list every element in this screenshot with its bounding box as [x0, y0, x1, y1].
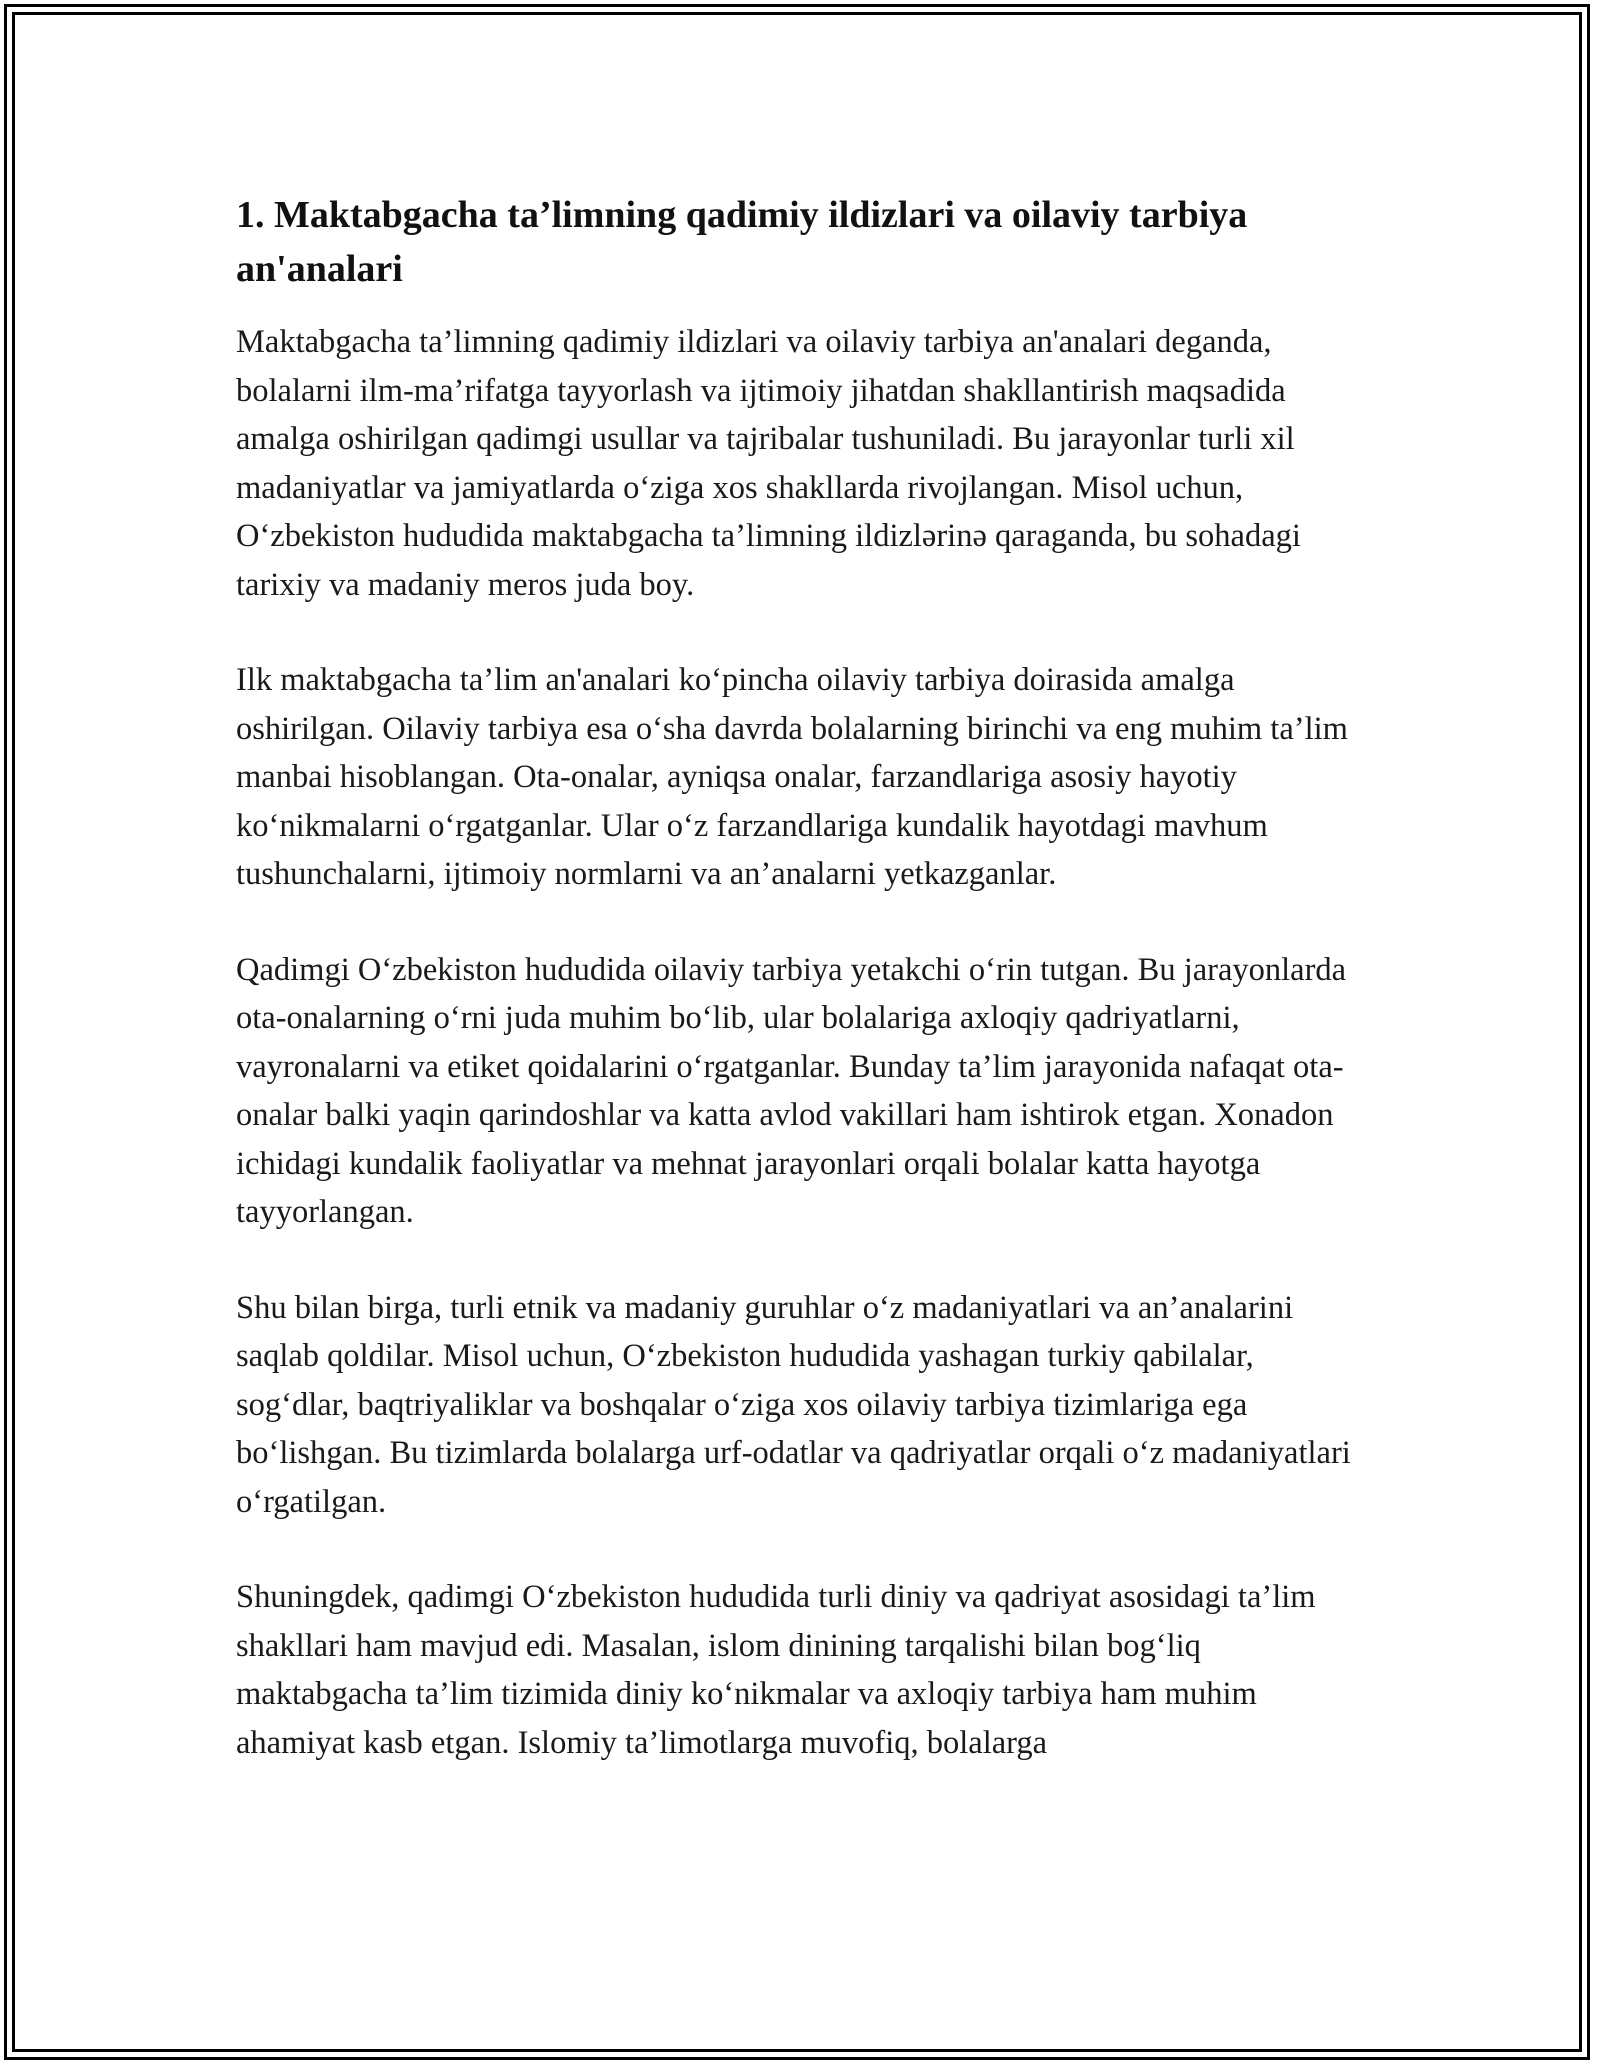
paragraph-4: Shu bilan birga, turli etnik va madaniy guruhlar o‘z madaniyatlari va an’analarini saqlab qoldilar. Misol uchun, O‘zbekiston hududida yashagan turkiy qabilalar, sog‘dlar, baqtriyaliklar va boshqalar o‘ziga xos oilaviy tarbiya tizimlariga ega bo‘lishgan. Bu tizimlarda bolalarga urf-odatlar va qadriyatlar orqali o‘z madaniyatlari o‘rgatilgan.: [236, 1289, 1351, 1520]
section-heading: 1. Maktabgacha ta’limning qadimiy ildizlari va oilaviy tarbiya an'analari: [236, 194, 1248, 290]
paragraph-3: Qadimgi O‘zbekiston hududida oilaviy tarbiya yetakchi o‘rin tutgan. Bu jarayonlarda ota-onalarning o‘rni juda muhim bo‘lib, ular bolalariga axloqiy qadriyatlarni, vayronalarni va etiket qoidalarini o‘rgatganlar. Bunday ta’lim jarayonida nafaqat ota-onalar balki yaqin qarindoshlar va katta avlod vakillari ham ishtirok etgan. Xonadon ichidagi kundalik faoliyatlar va mehnat jarayonlari orqali bolalar katta hayotga tayyorlangan.: [236, 951, 1347, 1230]
paragraph-2: Ilk maktabgacha ta’lim an'analari ko‘pincha oilaviy tarbiya doirasida amalga oshirilgan. Oilaviy tarbiya esa o‘sha davrda bolalarning birinchi va eng muhim ta’lim manbai hisoblangan. Ota-onalar, ayniqsa onalar, farzandlariga asosiy hayotiy ko‘nikmalarni o‘rgatganlar. Ular o‘z farzandlariga kundalik hayotdagi mavhum tushunchalarni, ijtimoiy normlarni va an’analarni yetkazganlar.: [236, 662, 1348, 892]
document-body: [236, 188, 1366, 1814]
paragraph-5: Shuningdek, qadimgi O‘zbekiston hududida turli diniy va qadriyat asosidagi ta’lim shakllari ham mavjud edi. Masalan, islom dinining tarqalishi bilan bog‘liq maktabgacha ta’lim tizimida diniy ko‘nikmalar va axloqiy tarbiya ham muhim ahamiyat kasb etgan. Islomiy ta’limotlarga muvofiq, bolalarga: [236, 1579, 1316, 1761]
paragraph-1: Maktabgacha ta’limning qadimiy ildizlari va oilaviy tarbiya an'analari deganda, bolalarni ilm-ma’rifatga tayyorlash va ijtimoiy jihatdan shakllantirish maqsadida amalga oshirilgan qadimgi usullar va tajribalar tushuniladi. Bu jarayonlar turli xil madaniyatlar va jamiyatlarda o‘ziga xos shakllarda rivojlangan. Misol uchun, O‘zbekiston hududida maktabgacha ta’limning ildizlərinə qaraganda, bu sohadagi tarixiy va madaniy meros juda boy.: [236, 324, 1301, 603]
